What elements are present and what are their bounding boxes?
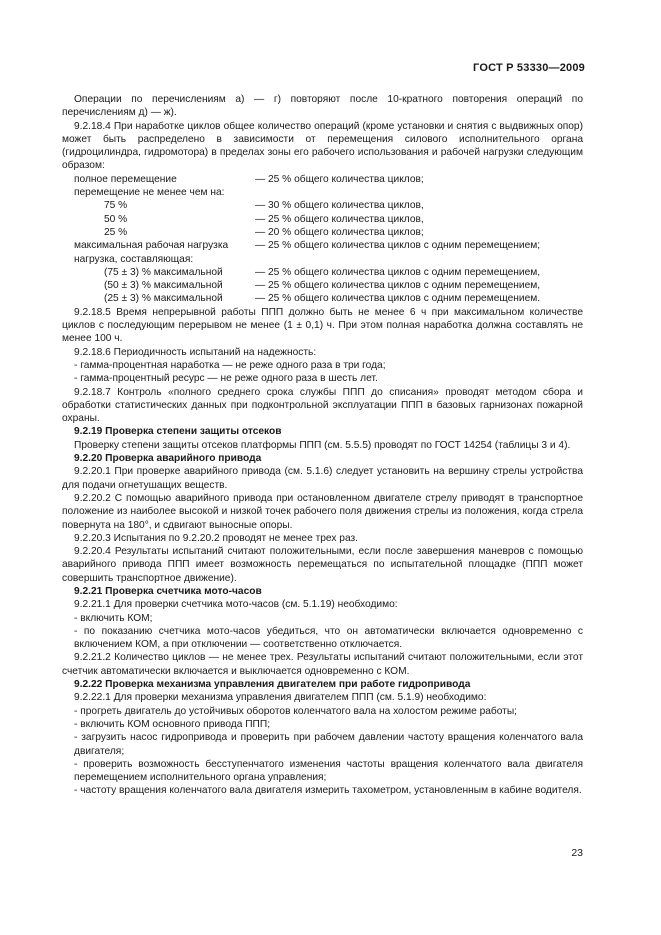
list-item: - включить КОМ основного привода ППП; — [74, 718, 271, 730]
distribution-value: — 25 % общего количества циклов с одним перемещением. — [255, 293, 541, 305]
distribution-label: полное перемещение — [74, 173, 177, 185]
distribution-label: 25 % — [104, 226, 128, 238]
distribution-label: 75 % — [104, 200, 128, 212]
distribution-value: — 25 % общего количества циклов с одним перемещением; — [255, 240, 541, 252]
section-heading: 9.2.22 Проверка механизма управления двигателем при работе гидропривода — [74, 679, 471, 691]
distribution-value: — 20 % общего количества циклов; — [255, 226, 424, 238]
distribution-value: — 30 % общего количества циклов, — [255, 200, 424, 212]
list-item: - загрузить насос гидропривода и проверить при рабочем давлении частоту вращения коленчатого вала двигателя; — [74, 732, 583, 757]
distribution-label: (75 ± 3) % максимальной — [104, 266, 223, 278]
distribution-row — [62, 253, 583, 266]
paragraph: 9.2.20.4 Результаты испытаний считают положительными, если после завершения маневров с помощью аварийного привода ППП имеет возможность перемещаться по испытательной площадке (ППП может совершить транспортное движение). — [62, 546, 583, 584]
list-item: - включить КОМ; — [74, 612, 153, 624]
paragraph: 9.2.21.1 Для проверки счетчика мото-часов (см. 5.1.19) необходимо: — [74, 599, 398, 611]
document-body — [62, 93, 583, 798]
list-item: - частоту вращения коленчатого вала двигателя измерить тахометром, установленным в кабине водителя. — [74, 785, 582, 797]
distribution-label: перемещение не менее чем на: — [74, 187, 225, 199]
paragraph: Проверку степени защиты отсеков платформы ППП (см. 5.5.5) проводят по ГОСТ 14254 (таблицы 3 и 4). — [74, 439, 571, 451]
distribution-row — [62, 279, 583, 292]
list — [62, 705, 583, 798]
list — [62, 359, 583, 386]
distribution-value: — 25 % общего количества циклов; — [255, 173, 424, 185]
list — [62, 612, 583, 652]
paragraph: 9.2.20.3 Испытания по 9.2.20.2 проводят не менее трех раз. — [74, 532, 358, 544]
paragraph: 9.2.18.4 При наработке циклов общее количество операций (кроме установки и снятия с выдвижных опор) может быть распределено в зависимости от перемещения силового исполнительного органа (гидроцилиндра, гидромотора) в пределах зоны его рабочего использования и рабочей нагрузки следующим образом: — [62, 120, 583, 172]
paragraph: Операции по перечислениям а) — г) повторяют после 10-кратного повторения операций по перечислениям д) — ж). — [62, 94, 583, 119]
list-item: - проверить возможность бесступенчатого изменения частоты вращения коленчатого вала двигателя перемещением исполнительного органа управления; — [74, 758, 583, 784]
page-number: 23 — [571, 847, 583, 859]
distribution-row — [62, 199, 583, 212]
distribution-value: — 25 % общего количества циклов с одним перемещением, — [255, 280, 541, 292]
document-header: ГОСТ Р 53330—2009 — [473, 62, 585, 74]
distribution-list — [62, 173, 583, 306]
distribution-value: — 25 % общего количества циклов с одним перемещением, — [255, 266, 541, 278]
distribution-value: — 25 % общего количества циклов, — [255, 213, 424, 225]
section-heading: 9.2.20 Проверка аварийного привода — [74, 453, 262, 465]
list-item: - прогреть двигатель до устойчивых оборотов коленчатого вала на холостом режиме работы; — [74, 705, 518, 717]
list-item: - гамма-процентная наработка — не реже одного раза в три года; — [74, 359, 386, 371]
paragraph: 9.2.18.5 Время непрерывной работы ППП должно быть не менее 6 ч при максимальном количестве циклов с последующим перерывом не менее (1 ± 0,1) ч. При этом полная наработка должна составлять не менее 100 ч. — [62, 306, 583, 345]
distribution-label: максимальная рабочая нагрузка — [74, 240, 229, 252]
paragraph: 9.2.18.7 Контроль «полного среднего срока службы ППП до списания» проводят методом сбора и обработки статистических данных при подконтрольной эксплуатации ППП в базовых гарнизонах пожарной охраны. — [62, 386, 583, 425]
paragraph: 9.2.20.2 С помощью аварийного привода при остановленном двигателе стрелу приводят в транспортное положение из наиболее высокой и низкой точек рабочего поля движения стрелы из положения, когда стрела повернута на 180°, и сдвигают выносные опоры. — [62, 492, 583, 531]
distribution-row — [62, 266, 583, 279]
distribution-row — [62, 239, 583, 252]
paragraph: 9.2.18.6 Периодичность испытаний на надежность: — [74, 346, 317, 358]
section-heading: 9.2.19 Проверка степени защиты отсеков — [74, 426, 282, 438]
distribution-row — [62, 213, 583, 226]
list-item: - гамма-процентный ресурс — не реже одного раза в шесть лет. — [74, 373, 378, 385]
distribution-row — [62, 173, 583, 186]
distribution-label: (50 ± 3) % максимальной — [104, 280, 223, 292]
distribution-row — [62, 292, 583, 305]
paragraph: 9.2.22.1 Для проверки механизма управления двигателем ППП (см. 5.1.9) необходимо: — [74, 692, 487, 704]
distribution-row — [62, 186, 583, 199]
paragraph: 9.2.20.1 При проверке аварийного привода (см. 5.1.6) следует установить на вершину стрелы устройства для подачи огнетушащих веществ. — [62, 466, 583, 491]
distribution-label: 50 % — [104, 213, 128, 225]
distribution-row — [62, 226, 583, 239]
distribution-label: (25 ± 3) % максимальной — [104, 293, 223, 305]
section-heading: 9.2.21 Проверка счетчика мото-часов — [74, 585, 262, 597]
list-item: - по показанию счетчика мото-часов убедиться, что он автоматически включается одновременно с включением КОМ, а при отключении — соответственно отключается. — [74, 625, 583, 651]
distribution-label: нагрузка, составляющая: — [74, 253, 194, 265]
paragraph: 9.2.21.2 Количество циклов — не менее трех. Результаты испытаний считают положительными, если этот счетчик автоматически включается и выключается одновременно с КОМ. — [62, 652, 583, 677]
